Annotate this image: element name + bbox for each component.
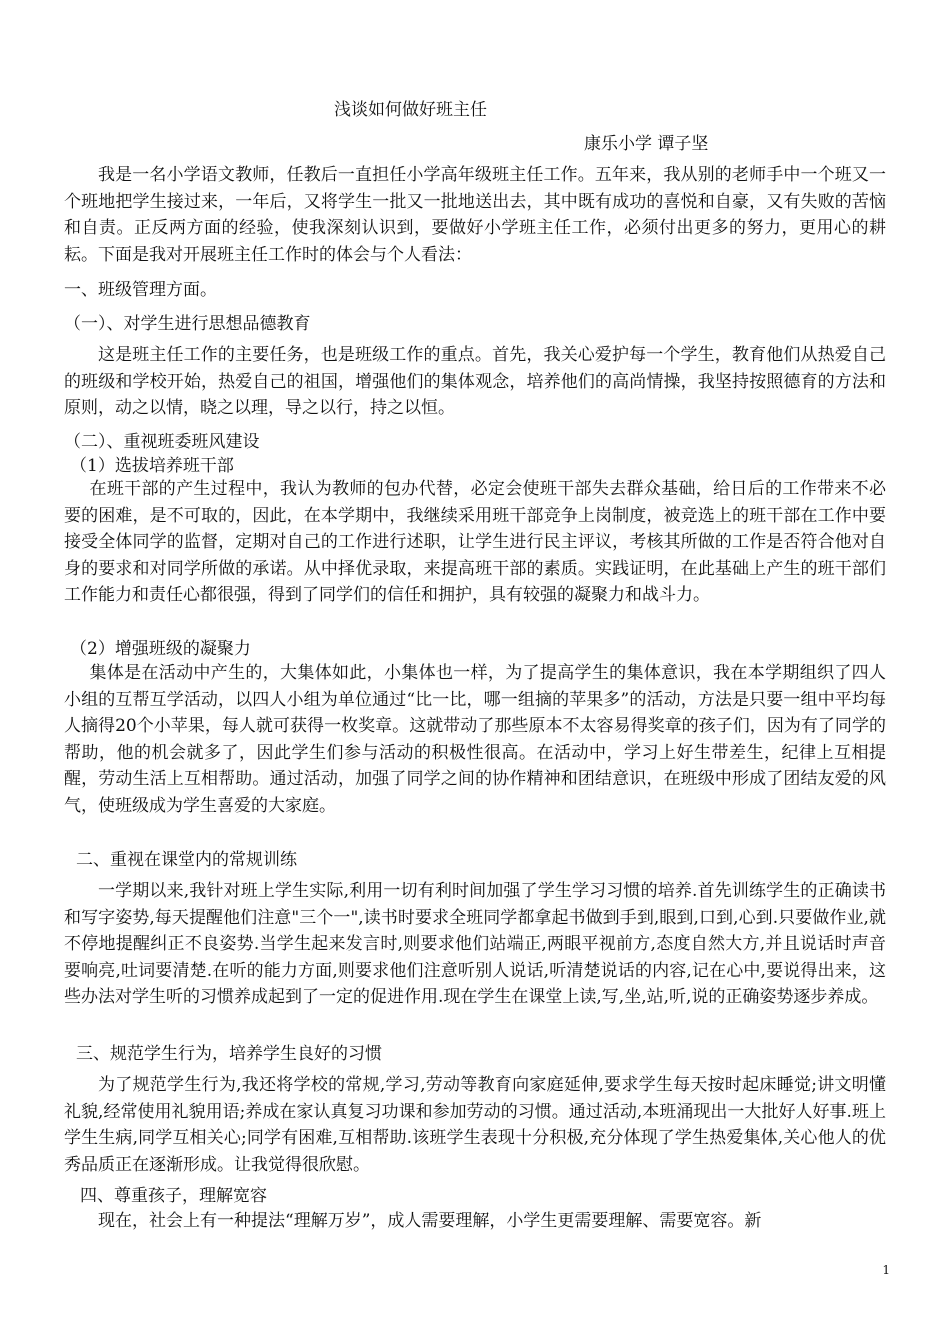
section2-body: 一学期以来,我针对班上学生实际,利用一切有利时间加强了学生学习习惯的培养.首先训练学生的正确读书和写字姿势,每天提醒他们注意"三个一",读书时要求全班同学都拿起书做到手到,眼到,口到,心到.只要做作业,就不停地提醒纠正不良姿势.当学生起来发言时,则要求他们站端正,两眼平视前方,态度自然大方,并且说话时声音要响亮,吐词要清楚.在听的能力方面,则要求他们注意听别人说话,听清楚说话的内容,记在心中,要说得出来，这些办法对学生听的习惯养成起到了一定的促进作用.现在学生在课堂上读,写,坐,站,听,说的正确姿势逐步养成。 xyxy=(64,881,886,1007)
document-title: 浅谈如何做好班主任 xyxy=(334,100,487,120)
section1-item2-heading: （2）增强班级的凝聚力 xyxy=(70,639,251,659)
section1-item1-body: 在班干部的产生过程中，我认为教师的包办代替，必定会使班干部失去群众基础，给日后的工作带来不必要的困难，是不可取的，因此，在本学期中，我继续采用班干部竞争上岗制度，被竞选上的班干部在工作中要接受全体同学的监督，定期对自己的工作进行述职，让学生进行民主评议，考核其所做的工作是否符合他对自身的要求和对同学所做的承诺。从中择优录取，来提高班干部的素质。实践证明，在此基础上产生的班干部们工作能力和责任心都很强，得到了同学们的信任和拥护，具有较强的凝聚力和战斗力。 xyxy=(64,479,886,605)
author-line: 康乐小学 谭子坚 xyxy=(584,134,709,154)
section4-body: 现在，社会上有一种提法“理解万岁”，成人需要理解，小学生更需要理解、需要宽容。新 xyxy=(98,1211,762,1231)
page-number: 1 xyxy=(882,1263,890,1277)
section1-sub1-heading: （一）、对学生进行思想品德教育 xyxy=(64,314,311,334)
section4-heading: 四、尊重孩子，理解宽容 xyxy=(80,1186,267,1206)
intro-paragraph: 我是一名小学语文教师，任教后一直担任小学高年级班主任工作。五年来，我从别的老师手中一个班又一个班地把学生接过来，一年后，又将学生一批又一批地送出去，其中既有成功的喜悦和自豪，又有失败的苦恼和自责。正反两方面的经验，使我深刻认识到，要做好小学班主任工作，必须付出更多的努力，更用心的耕耘。下面是我对开展班主任工作时的体会与个人看法： xyxy=(64,165,886,265)
section2-heading: 二、重视在课堂内的常规训练 xyxy=(76,850,297,870)
section3-body: 为了规范学生行为,我还将学校的常规,学习,劳动等教育向家庭延伸,要求学生每天按时起床睡觉;讲文明懂礼貌,经常使用礼貌用语;养成在家认真复习功课和参加劳动的习惯。通过活动,本班涌现出一大批好人好事.班上学生生病,同学互相关心;同学有困难,互相帮助.该班学生表现十分积极,充分体现了学生热爱集体,关心他人的优秀品质正在逐渐形成。让我觉得很欣慰。 xyxy=(64,1075,886,1175)
section1-item2-body: 集体是在活动中产生的，大集体如此，小集体也一样，为了提高学生的集体意识，我在本学期组织了四人小组的互帮互学活动，以四人小组为单位通过“比一比，哪一组摘的苹果多”的活动，方法是只要一组中平均每人摘得20个小苹果，每人就可获得一枚奖章。这就带动了那些原本不太容易得奖章的孩子们，因为有了同学的帮助，他的机会就多了，因此学生们参与活动的积极性很高。在活动中，学习上好生带差生，纪律上互相提醒，劳动生活上互相帮助。通过活动，加强了同学之间的协作精神和团结意识，在班级中形成了团结友爱的风气，使班级成为学生喜爱的大家庭。 xyxy=(64,663,886,816)
section1-sub1-body: 这是班主任工作的主要任务，也是班级工作的重点。首先，我关心爱护每一个学生，教育他们从热爱自己的班级和学校开始，热爱自己的祖国，增强他们的集体观念，培养他们的高尚情操，我坚持按照德育的方法和原则，动之以情，晓之以理，导之以行，持之以恒。 xyxy=(64,345,886,418)
section1-item1-heading: （1）选拔培养班干部 xyxy=(70,456,234,476)
section1-sub2-heading: （二）、重视班委班风建设 xyxy=(64,432,260,452)
section3-heading: 三、规范学生行为，培养学生良好的习惯 xyxy=(76,1044,382,1064)
section1-heading: 一、班级管理方面。 xyxy=(64,280,217,300)
